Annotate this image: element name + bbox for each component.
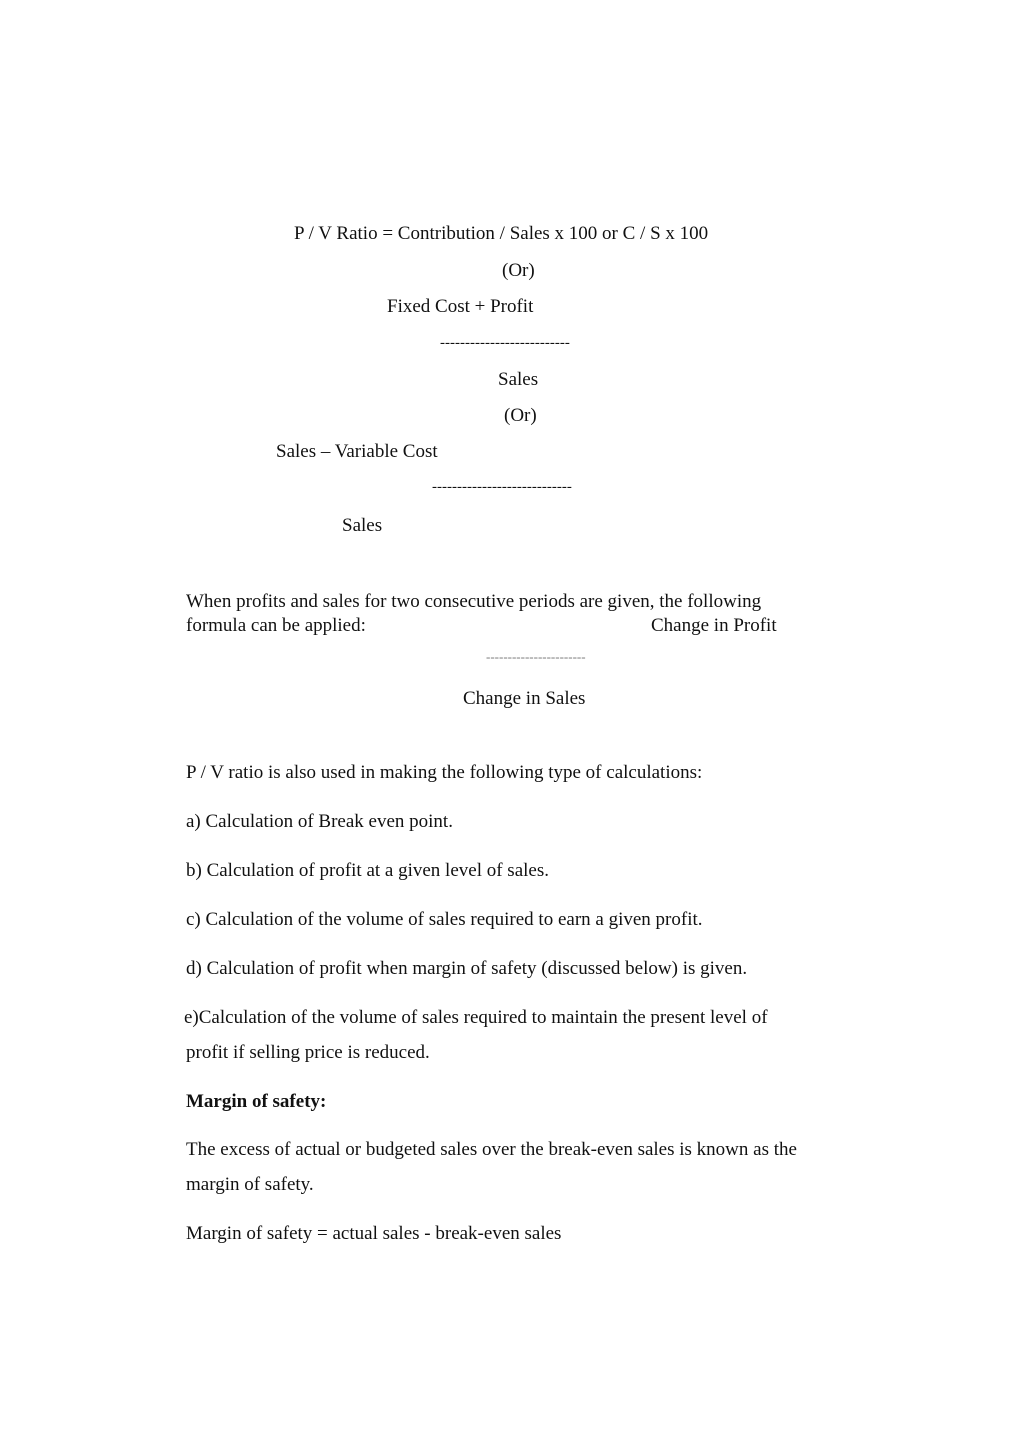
or-separator: (Or) xyxy=(504,405,537,426)
fraction-divider: ----------------------- xyxy=(486,649,586,664)
fraction-numerator: Sales – Variable Cost xyxy=(276,441,438,462)
paragraph-line: The excess of actual or budgeted sales over the break-even sales is known as the xyxy=(186,1139,797,1160)
paragraph-line: formula can be applied: xyxy=(186,615,366,636)
fraction-denominator: Sales xyxy=(342,515,383,536)
list-item: a) Calculation of Break even point. xyxy=(186,811,453,832)
fraction-denominator: Sales xyxy=(498,369,539,390)
fraction-numerator: Fixed Cost + Profit xyxy=(387,296,534,317)
list-item: e)Calculation of the volume of sales required to maintain the present level of xyxy=(184,1007,768,1028)
fraction-numerator: Change in Profit xyxy=(651,615,777,636)
fraction-divider: -------------------------- xyxy=(440,335,570,351)
or-separator: (Or) xyxy=(502,260,535,281)
fraction-divider: ---------------------------- xyxy=(432,479,572,495)
section-heading: Margin of safety: xyxy=(186,1091,327,1112)
list-item: c) Calculation of the volume of sales required to earn a given profit. xyxy=(186,909,703,930)
paragraph-line: When profits and sales for two consecutive periods are given, the following xyxy=(186,591,762,612)
margin-formula: Margin of safety = actual sales - break-even sales xyxy=(186,1223,562,1244)
paragraph-line: margin of safety. xyxy=(186,1174,314,1195)
list-item: b) Calculation of profit at a given level of sales. xyxy=(186,860,549,881)
fraction-denominator: Change in Sales xyxy=(463,688,586,709)
uses-intro: P / V ratio is also used in making the following type of calculations: xyxy=(186,762,703,783)
list-item-continuation: profit if selling price is reduced. xyxy=(186,1042,430,1063)
pv-ratio-formula: P / V Ratio = Contribution / Sales x 100 or C / S x 100 xyxy=(294,223,709,244)
list-item: d) Calculation of profit when margin of safety (discussed below) is given. xyxy=(186,958,748,979)
